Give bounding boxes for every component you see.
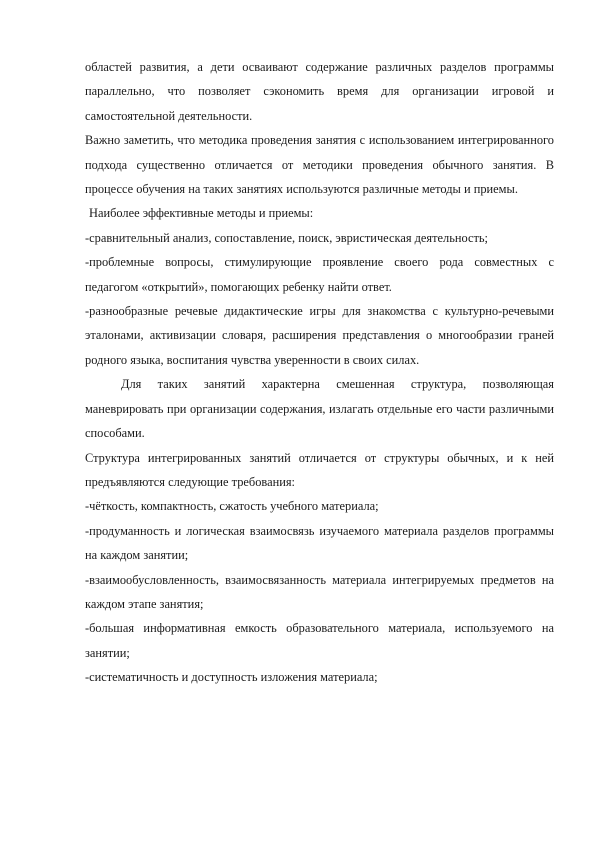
paragraph-structure-requirements: Структура интегрированных занятий отличается от структуры обычных, и к ней предъявляются следующие требования: <box>85 450 554 489</box>
paragraph-methods-heading: Наиболее эффективные методы и приемы: <box>89 206 314 221</box>
list-item-clarity: -чёткость, компактность, сжатость учебного материала; <box>85 499 379 514</box>
list-item-informative-capacity: -большая информативная емкость образовательного материала, используемого на занятии; <box>85 621 554 660</box>
list-item-systematic: -систематичность и доступность изложения материала; <box>85 670 378 685</box>
paragraph-methodology: Важно заметить, что методика проведения занятия с использованием интегрированного подхода существенно отличается от методики проведения обычного занятия. В процессе обучения на таких занятиях используются различные методы и приемы. <box>85 133 554 197</box>
paragraph-mixed-structure: Для таких занятий характерна смешенная структура, позволяющая маневрировать при организации содержания, излагать отдельные его части различными способами. <box>85 377 554 441</box>
list-item-problem-questions: -проблемные вопросы, стимулирующие проявление своего рода совместных с педагогом «открытий», помогающих ребенку найти ответ. <box>85 255 554 294</box>
paragraph-continuation: областей развития, а дети осваивают содержание различных разделов программы параллельно, что позволяет сэкономить время для организации игровой и самостоятельной деятельности. <box>85 60 554 123</box>
list-item-speech-games: -разнообразные речевые дидактические игры для знакомства с культурно-речевыми эталонами, активизации словаря, расширения представления о многообразии граней родного языка, воспитания чувства уверенности в своих силах. <box>85 304 554 367</box>
list-item-comparative-analysis: -сравнительный анализ, сопоставление, поиск, эвристическая деятельность; <box>85 230 489 245</box>
list-item-interconnection: -продуманность и логическая взаимосвязь изучаемого материала разделов программы на каждом занятии; <box>85 523 554 563</box>
document-body <box>85 55 554 690</box>
list-item-interdependence: -взаимообусловленность, взаимосвязанность материала интегрируемых предметов на каждом этапе занятия; <box>85 572 554 611</box>
